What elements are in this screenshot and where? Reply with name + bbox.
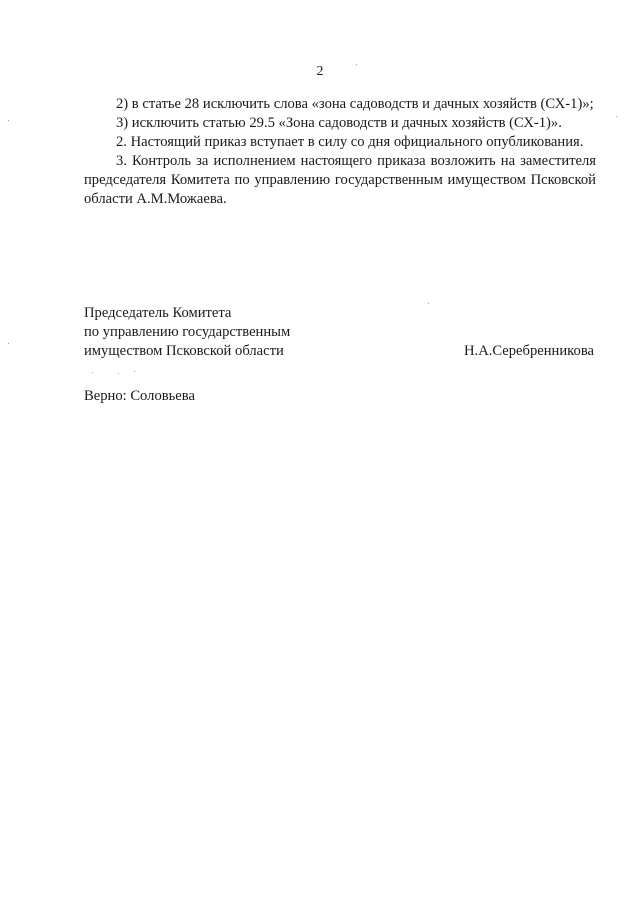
- scan-speck: [616, 116, 617, 117]
- signature-block: [84, 304, 596, 361]
- scan-speck: [356, 64, 357, 65]
- paragraph-effective-date: 2. Настоящий приказ вступает в силу со дня официального опубликования.: [116, 134, 584, 150]
- document-body: [84, 95, 596, 209]
- scan-speck: [92, 372, 93, 373]
- scan-speck: [428, 303, 429, 304]
- signatory-title-line: имуществом Псковской области: [84, 343, 284, 359]
- paragraph-article-28: 2) в статье 28 исключить слова «зона садоводств и дачных хозяйств (СХ-1)»;: [116, 96, 594, 112]
- signatory-title-line: по управлению государственным: [84, 324, 291, 340]
- signatory-title-line: Председатель Комитета: [84, 305, 232, 321]
- scan-speck: [118, 373, 119, 374]
- paragraph-control: 3. Контроль за исполнением настоящего приказа возложить на заместителя председателя Комитета по управлению государственным имуществом Псковской области А.М.Можаева.: [84, 153, 596, 207]
- paragraph-article-29-5: 3) исключить статью 29.5 «Зона садоводств и дачных хозяйств (СХ-1)».: [116, 115, 562, 131]
- signatory-name: Н.А.Серебренникова: [464, 343, 594, 359]
- scan-speck: [8, 120, 9, 121]
- certified-copy-note: Верно: Соловьева: [84, 388, 195, 404]
- scan-speck: [134, 371, 135, 372]
- page-number: 2: [316, 64, 324, 79]
- scan-speck: [8, 343, 9, 344]
